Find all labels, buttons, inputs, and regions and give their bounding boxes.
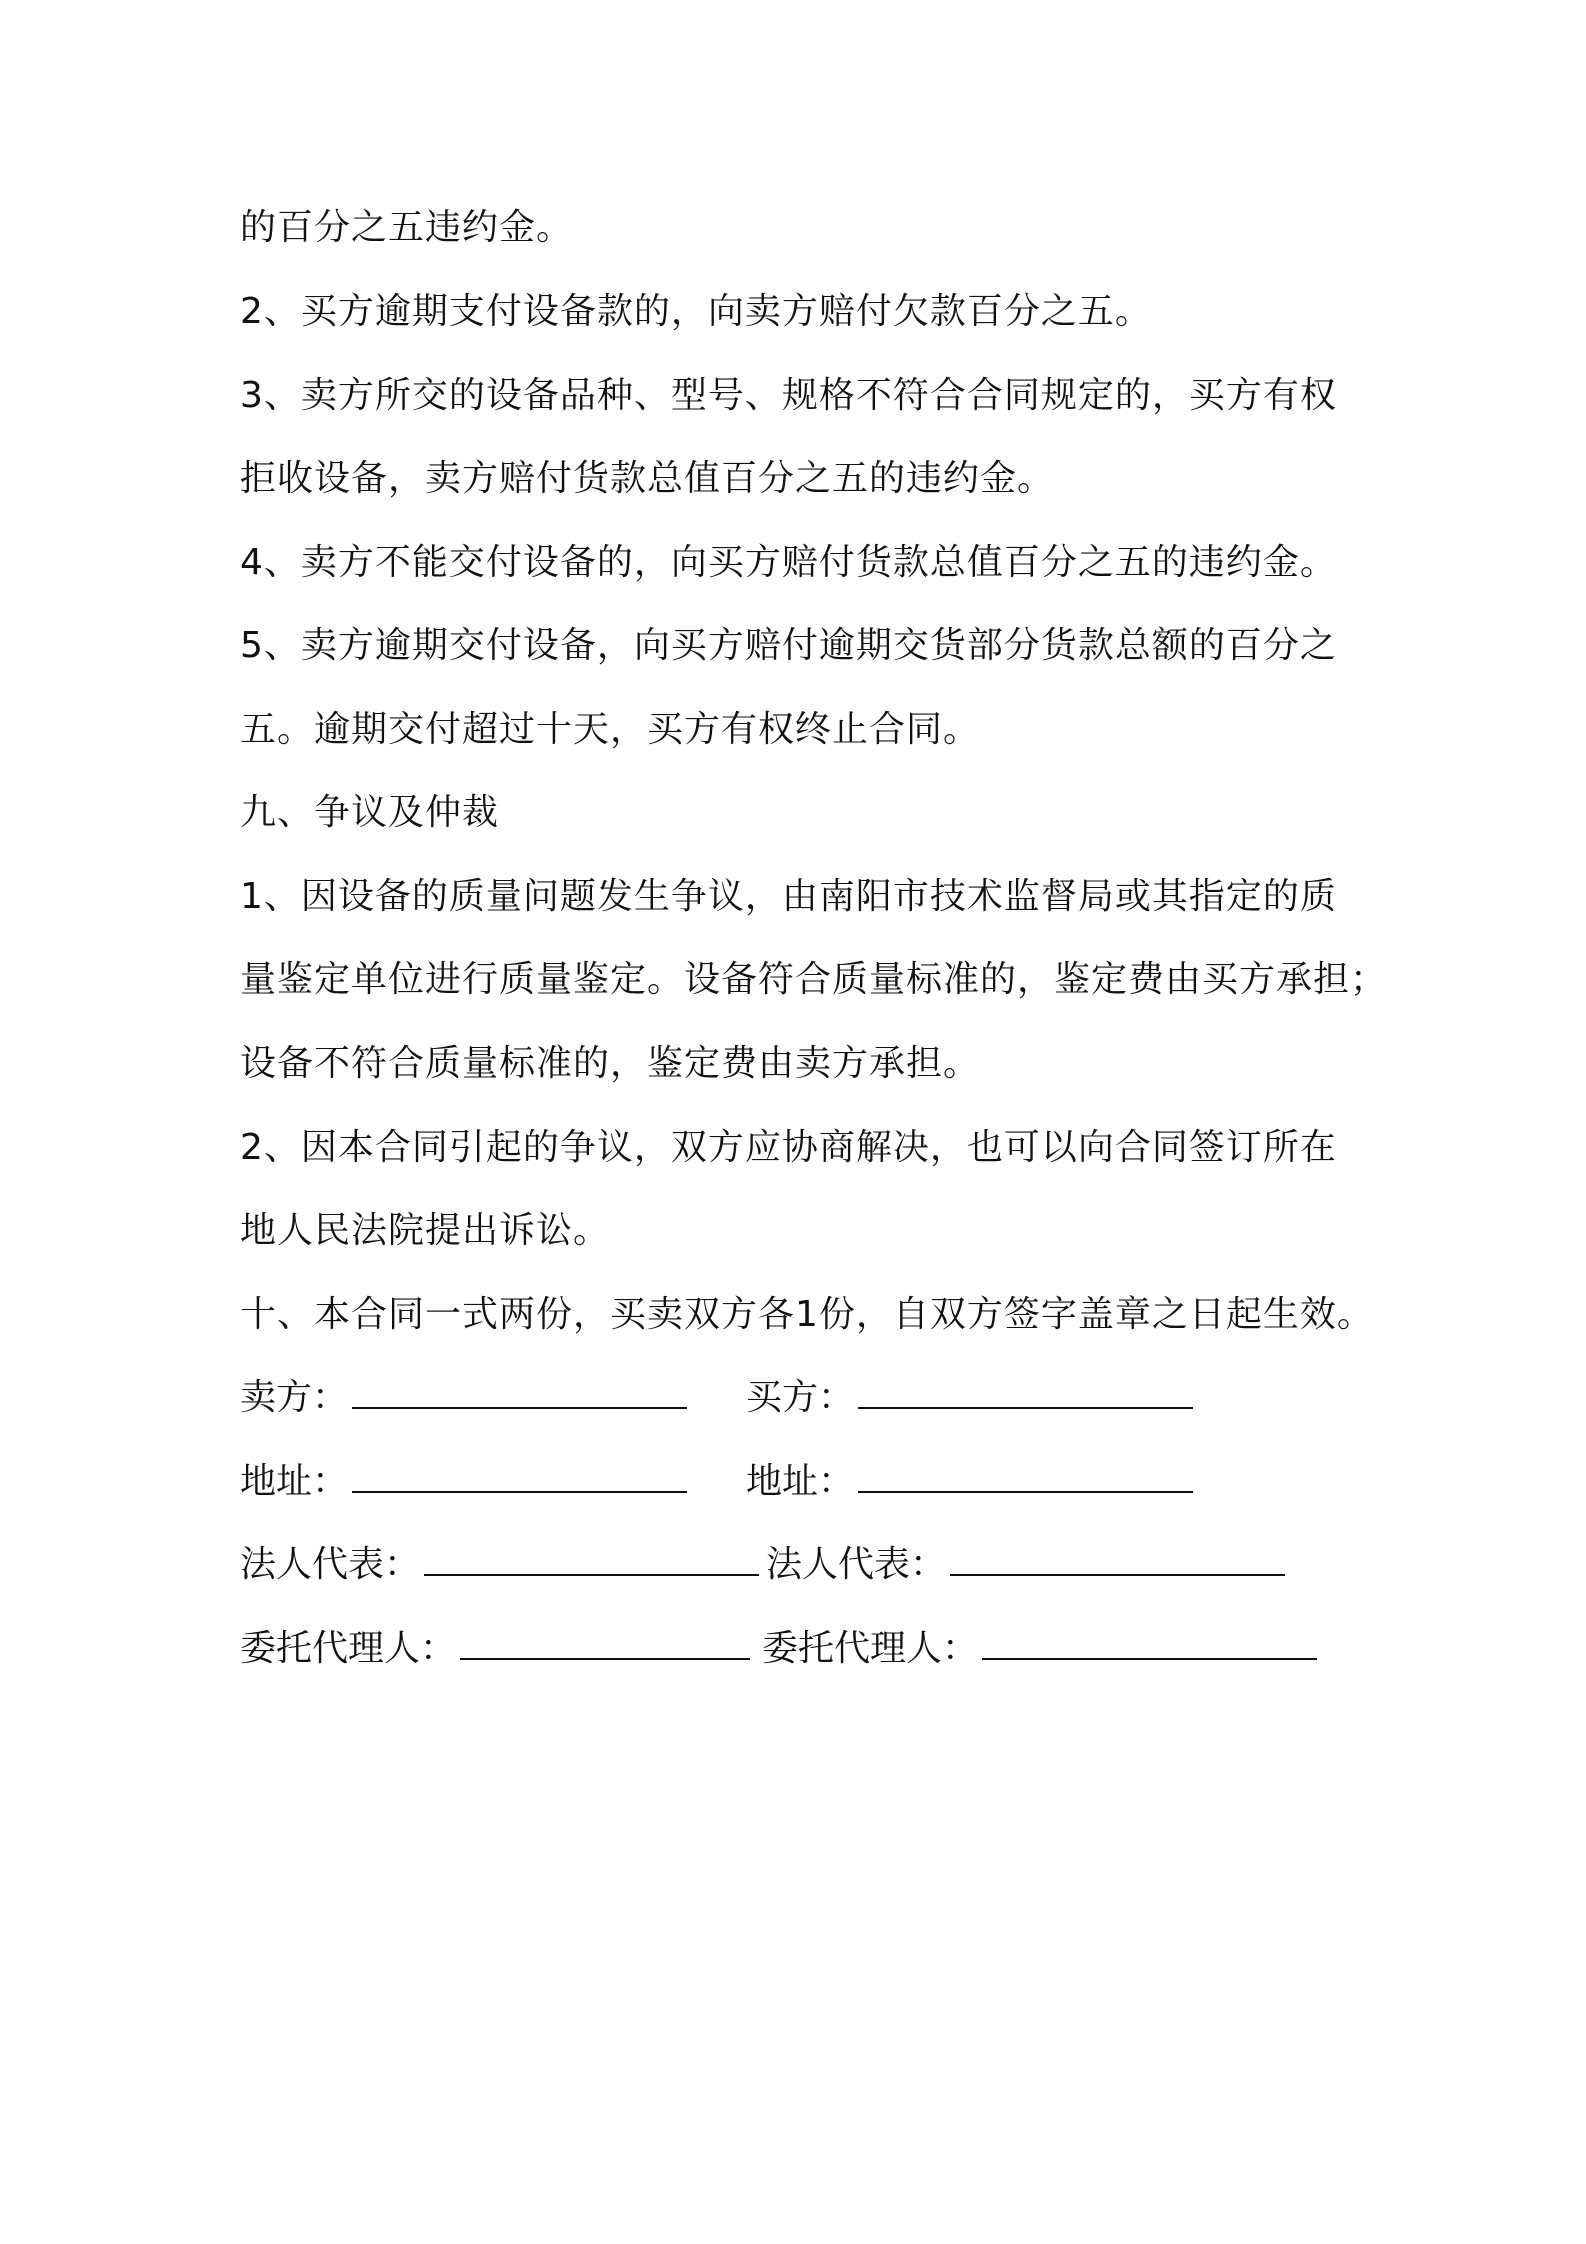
seller-blank [352,1377,687,1409]
seller-agent-label: 委托代理人： [240,1628,457,1669]
buyer-legal-rep-label: 法人代表： [766,1544,947,1585]
buyer-agent-label: 委托代理人： [762,1628,979,1669]
penalty-clause-3: 3、卖方所交的设备品种、型号、规格不符合合同规定的，买方有权 [240,375,1337,416]
paragraph-line: 的百分之五违约金。 [240,207,574,248]
buyer-agent-field [762,1627,1317,1671]
buyer-address-blank [858,1461,1193,1493]
dispute-clause-2: 2、因本合同引起的争议，双方应协商解决，也可以向合同签订所在 [240,1127,1337,1168]
seller-signature-field [240,1376,687,1420]
buyer-signature-field [746,1376,1193,1420]
buyer-address-field [746,1460,1193,1504]
seller-address-blank [352,1461,687,1493]
paragraph-line: 地人民法院提出诉讼。 [240,1210,611,1251]
seller-legal-rep-blank [424,1544,759,1576]
penalty-clause-2: 2、买方逾期支付设备款的，向卖方赔付欠款百分之五。 [240,291,1152,332]
section-heading-disputes: 九、争议及仲裁 [240,792,500,833]
buyer-legal-rep-field [766,1543,1285,1587]
buyer-blank [858,1377,1193,1409]
seller-legal-rep-label: 法人代表： [240,1544,421,1585]
buyer-legal-rep-blank [950,1544,1285,1576]
buyer-address-label: 地址： [746,1461,855,1502]
paragraph-line: 量鉴定单位进行质量鉴定。设备符合质量标准的，鉴定费由买方承担； [240,959,1388,1000]
penalty-clause-5: 5、卖方逾期交付设备，向买方赔付逾期交货部分货款总额的百分之 [240,625,1337,666]
buyer-agent-blank [982,1628,1317,1660]
dispute-clause-1: 1、因设备的质量问题发生争议，由南阳市技术监督局或其指定的质 [240,876,1337,917]
seller-label: 卖方： [240,1377,349,1418]
paragraph-line: 五。逾期交付超过十天，买方有权终止合同。 [240,709,981,750]
seller-agent-field [240,1627,750,1671]
buyer-label: 买方： [746,1377,855,1418]
seller-address-field [240,1460,687,1504]
seller-address-label: 地址： [240,1461,349,1502]
paragraph-line: 设备不符合质量标准的，鉴定费由卖方承担。 [240,1043,981,1084]
seller-agent-blank [460,1628,750,1660]
paragraph-line: 拒收设备，卖方赔付货款总值百分之五的违约金。 [240,458,1055,499]
penalty-clause-4: 4、卖方不能交付设备的，向买方赔付货款总值百分之五的违约金。 [240,542,1337,583]
seller-legal-rep-field [240,1543,759,1587]
section-heading-copies: 十、本合同一式两份，买卖双方各1份，自双方签字盖章之日起生效。 [240,1294,1374,1335]
